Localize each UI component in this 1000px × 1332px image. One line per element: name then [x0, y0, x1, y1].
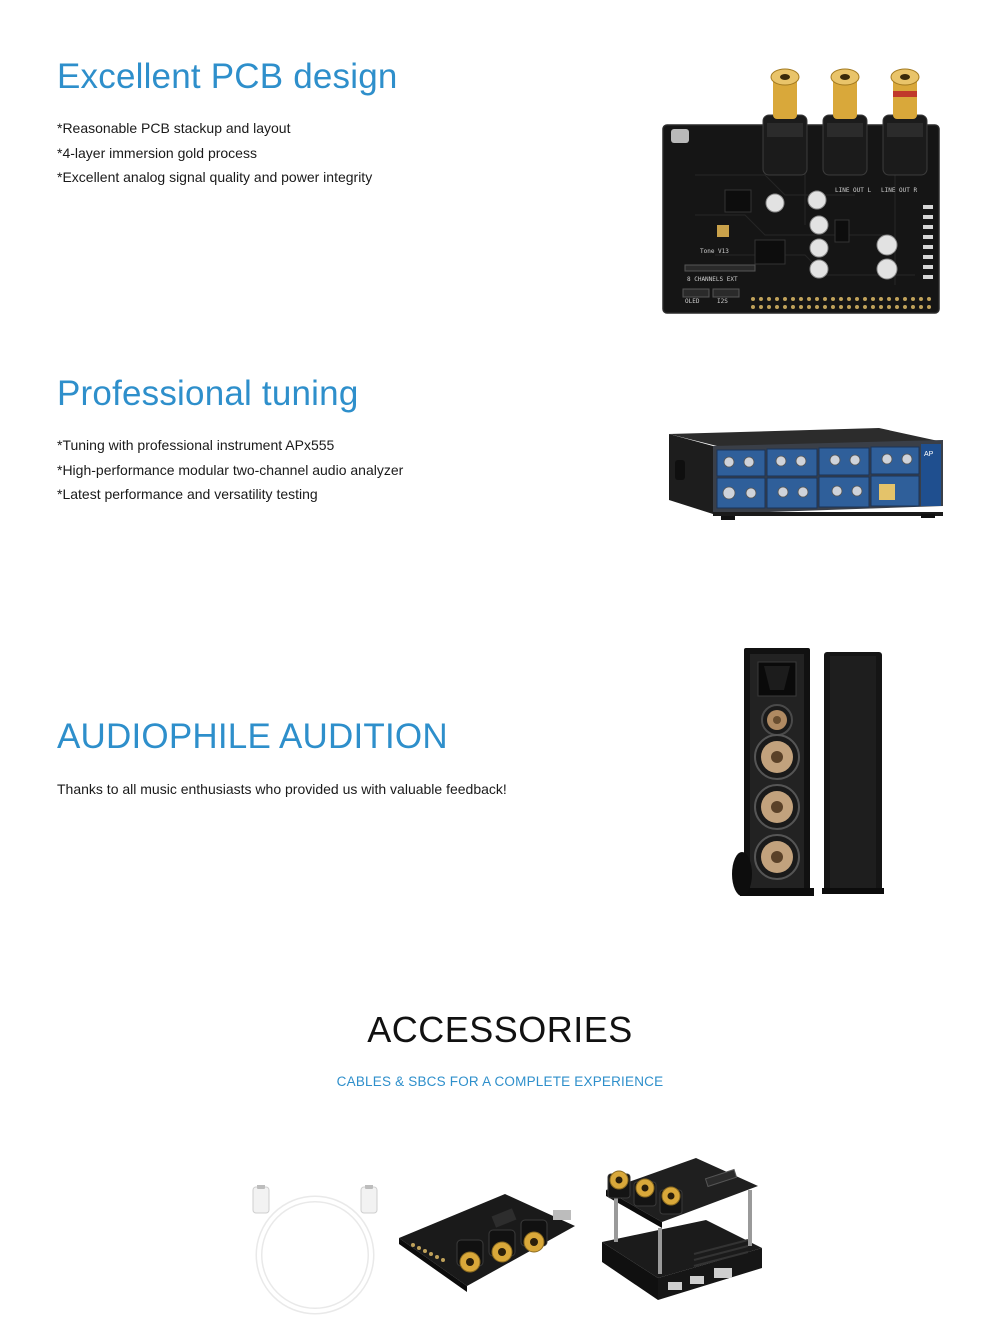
usb-c-cable-image[interactable]: [245, 1185, 385, 1320]
audition-section: [0, 580, 1000, 960]
accessories-subtitle: CABLES & SBCS FOR A COMPLETE EXPERIENCE: [336, 1074, 664, 1089]
svg-text:LINE OUT R: LINE OUT R: [881, 187, 918, 194]
tuning-bullet-list: [57, 433, 403, 507]
svg-text:LINE OUT L: LINE OUT L: [835, 187, 872, 194]
pcb-bullet: *4-layer immersion gold process: [57, 144, 257, 161]
tuning-bullet: *Tuning with professional instrument APx555: [57, 437, 335, 453]
svg-text:AP: AP: [924, 451, 934, 458]
tuning-bullet: *Latest performance and versatility testing: [57, 486, 318, 502]
pcb-bullet: *Excellent analog signal quality and power integrity: [57, 169, 373, 185]
accessories-gallery: [0, 1150, 1000, 1320]
pcb-board-image: [655, 55, 945, 320]
svg-text:OLED: OLED: [685, 298, 700, 305]
pcb-section: [0, 0, 1000, 330]
tuning-bullet: *High-performance modular two-channel audio analyzer: [57, 461, 404, 478]
pcb-bullet: *Reasonable PCB stackup and layout: [57, 120, 291, 136]
accessories-title: ACCESSORIES: [367, 1009, 633, 1050]
tuning-section-title: Professional tuning: [57, 374, 359, 413]
dac-board-image[interactable]: [393, 1190, 578, 1300]
svg-text:Tone V13: Tone V13: [700, 248, 729, 255]
svg-text:I2S: I2S: [717, 298, 728, 305]
pcb-section-title: Excellent PCB design: [57, 57, 398, 96]
audio-analyzer-image: [665, 426, 947, 522]
board-on-sbc-image[interactable]: [598, 1150, 766, 1310]
audition-section-title: AUDIOPHILE AUDITION: [57, 717, 448, 756]
tuning-section: [0, 330, 1000, 580]
pcb-bullet-list: [57, 116, 372, 190]
tower-speakers-image: [730, 644, 890, 900]
audition-text: Thanks to all music enthusiasts who provided us with valuable feedback!: [57, 781, 507, 797]
svg-text:8 CHANNELS EXT: 8 CHANNELS EXT: [687, 276, 738, 283]
